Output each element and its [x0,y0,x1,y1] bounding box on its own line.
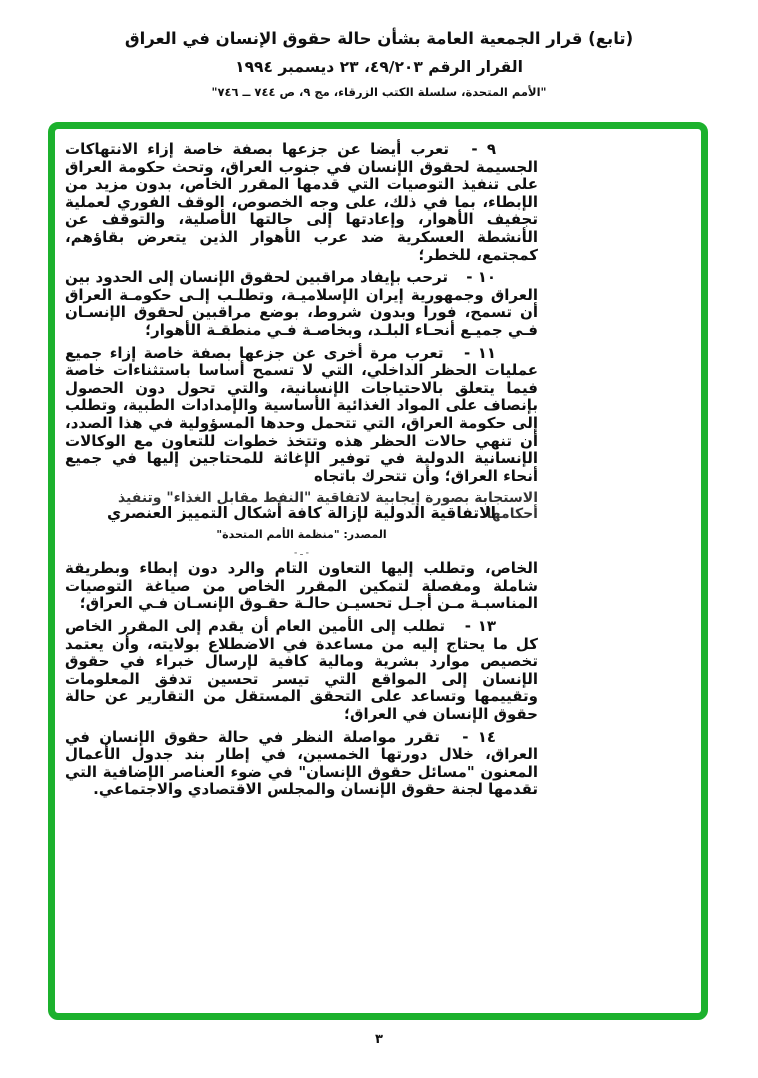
paragraph-14 [65,729,538,799]
paragraph-9-text: عن جزعها بصفة خاصة إزاء الانتهاكات الجسيمة لحقوق الإنسان في جنوب العراق، وتحث حكومة العراق على تنفيذ التوصيات التي قدمها المقرر الخاص، بدون مزيد من الإبطاء، بما في ذلك، على وجه الخصوص، الوقف الفوري لعملية تجفيف الأهوار، وإعادتها إلى حالتها الأصلية، والتوقف عن الأنشطة العسكرية ضد عرب الأهوار الذين يتعرض بقاؤهم، كمجتمع، للخطر؛ [65,140,538,264]
paragraph-10-lead: ترحب [406,268,448,287]
paragraph-14-lead: تقرر [405,727,440,746]
scan-artifact-marks: - ـ - [294,548,309,558]
paragraph-11 [65,345,538,486]
paragraph-10-text: بإيفاد مراقبين لحقوق الإنسان إلى الحدود بين العراق وجمهورية إيران الإسلاميـة، وتطلـب إلـى حكومـة العراق أن تسمح، فورا وبدون شروط، بوضع مراقبين لحقوق الإنسـان فـي جميـع أنحـاء البلـد، وبخاصـة فـي منطقـة الأهوار؛ [65,268,538,339]
page-footer [0,1028,758,1047]
paragraph-11-lead: تعرب مرة أخرى [323,343,444,362]
paragraph-11-text: عن جزعها بصفة خاصة إزاء جميع عمليات الحظر الداخلي، التي لا تسمح أساسا باستثناءات خاصة فيما يتعلق بالاحتياجات الإنسانية، والتي تحول دون الحصول بإنصاف على المواد الغذائية الأساسية والإمدادات الطبية، وتطلب إلى حكومة العراق، التي تتحمل وحدها المسؤولية في هذا الصدد، أن تنهي حالات الحظر هذه وتتخذ خطوات للتعاون مع الوكالات الإنسانية الدولية في توفير الإغاثة للمحتاجين إليها في جميع أنحاء العراق؛ وأن تتحرك باتجاه [65,343,538,485]
section-title: الاتفاقية الدولية لإزالة كافة أشكال التمييز العنصري [107,504,496,523]
section-source: المصدر: "منظمة الأمم المتحدة" [216,528,387,542]
paragraph-13 [65,618,538,724]
header-title: (تابع) قرار الجمعية العامة بشأن حالة حقوق الإنسان في العراق [124,29,634,48]
green-content-frame [48,122,708,1020]
header-source-reference: "الأمم المتحدة، سلسلة الكتب الزرقاء، مج ٩، ص ٧٤٤ ــ ٧٤٦" [211,85,547,99]
paragraph-9 [65,141,538,264]
header-resolution-number: القرار الرقم ٤٩/٢٠٣، ٢٣ ديسمبر ١٩٩٤ [235,58,523,76]
paragraph-10-number: ١٠ - [466,268,496,287]
paragraph-10 [65,269,538,339]
continuation-paragraph: الخاص، وتطلب إليها التعاون التام والرد دون إبطاء وبطريقة شاملة ومفصلة لتمكين المقرر الخاص من صياغة التوصيات المناسبـة مـن أجـل تحسيـن حالـة حقـوق الإنسـان فـي العراق؛ [65,559,538,613]
page-number: ٣ [375,1032,383,1047]
paragraph-11-number: ١١ - [464,343,496,362]
paragraph-13-number: ١٣ - [464,617,496,636]
paragraph-9-number: ٩ - [471,140,496,158]
resolution-text-column [65,141,538,804]
paragraph-14-text: مواصلة النظر في حالة حقوق الإنسان في العراق، خلال دورتها الخمسين، في إطار بند جدول الأعمال المعنون "مسائل حقوق الإنسان" في ضوء العناصر الإضافية التي تقدمها لجنة حقوق الإنسان والمجلس الاقتصادي والاجتماعي. [65,727,538,799]
document-header [0,28,758,99]
paragraph-13-lead: تطلب [402,617,446,636]
paragraph-9-lead: تعرب أيضا [370,140,450,158]
clipped-scan-line-text: الاستجابة بصورة إيجابية لاتفاقية "النفط مقابل الغذاء" وتنفيذ أحكامها [117,490,538,523]
paragraph-14-number: ١٤ - [462,727,496,746]
paragraph-13-text: إلى الأمين العام أن يقدم إلى المقرر الخاص كل ما يحتاج إليه من مساعدة في الاضطلاع بولايته، وأن يعتمد تخصيص موارد بشرية ومالية كافية لإرسال خبراء في حقوق الإنسان إلى المواقع التي تيسر تحسين تدفق المعلومات وتقييمها وتساعد على التحقق المستقل من التقارير عن حالة حقوق الإنسان في العراق؛ [65,617,538,724]
